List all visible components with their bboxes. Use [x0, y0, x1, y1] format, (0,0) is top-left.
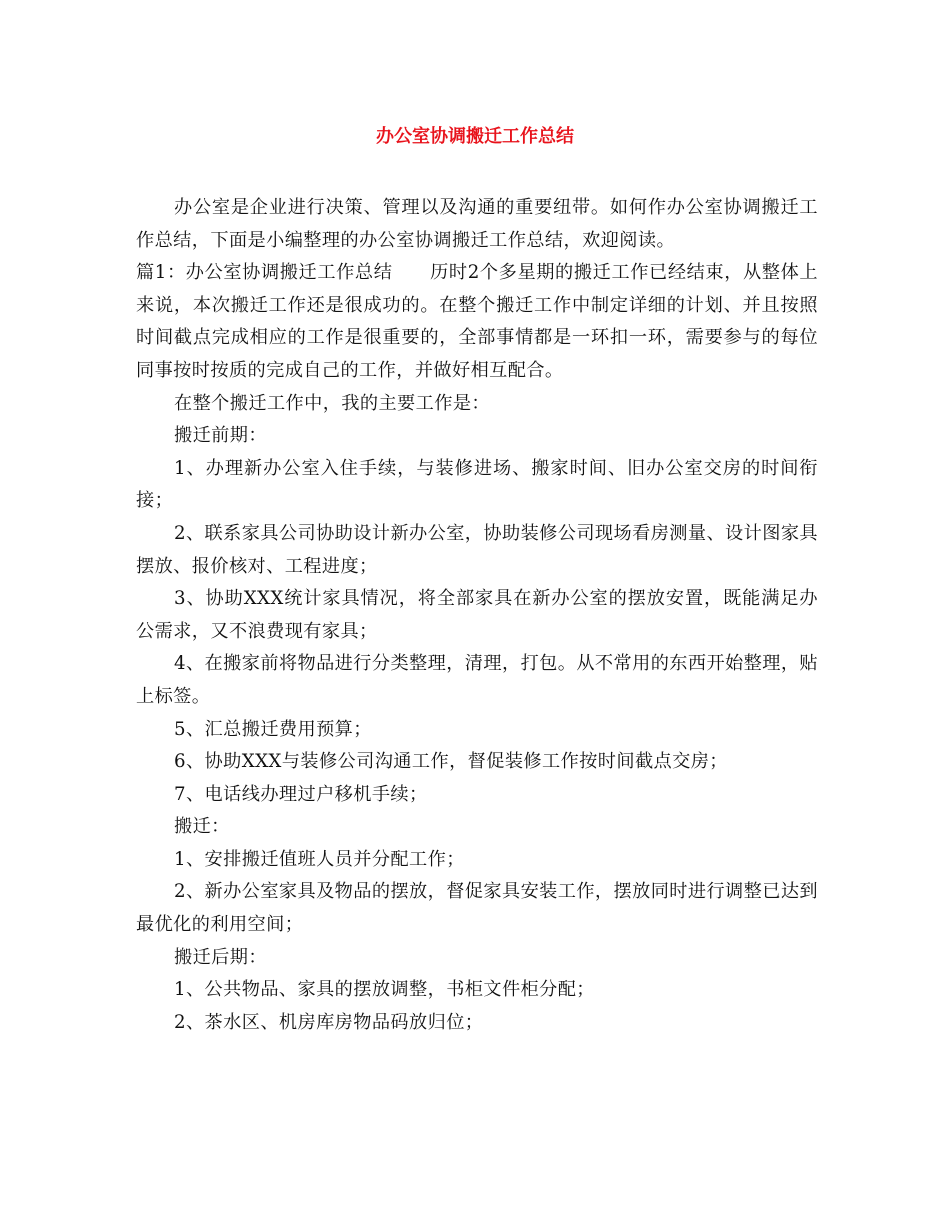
paragraph-main-work: 在整个搬迁工作中，我的主要工作是：	[174, 392, 490, 414]
list-item: 5、汇总搬迁费用预算；	[174, 718, 372, 740]
document-body	[136, 192, 818, 1039]
paragraph-part-1: 篇1：办公室协调搬迁工作总结 历时2个多星期的搬迁工作已经结束，从整体上来说，本次搬迁工作还是很成功的。在整个搬迁工作中制定详细的计划、并且按照时间截点完成相应的工作是很重要的，全部事情都是一环扣一环，需要参与的每位同事按时按质的完成自己的工作，并做好相互配合。	[136, 262, 818, 381]
list-item: 7、电话线办理过户移机手续；	[174, 783, 428, 805]
list-item: 2、茶水区、机房库房物品码放归位；	[174, 1011, 484, 1033]
paragraph-intro: 办公室是企业进行决策、管理以及沟通的重要纽带。如何作办公室协调搬迁工作总结，下面是小编整理的办公室协调搬迁工作总结，欢迎阅读。	[136, 197, 818, 251]
list-item: 1、安排搬迁值班人员并分配工作；	[174, 848, 465, 870]
section-heading-move: 搬迁：	[174, 816, 230, 838]
list-item: 4、在搬家前将物品进行分类整理，清理，打包。从不常用的东西开始整理，贴上标签。	[136, 653, 818, 707]
list-item: 1、办理新办公室入住手续，与装修进场、搬家时间、旧办公室交房的时间衔接；	[136, 457, 818, 512]
list-item: 2、新办公室家具及物品的摆放，督促家具安装工作，摆放同时进行调整已达到最优化的利用空间；	[136, 881, 818, 936]
section-heading-post-move: 搬迁后期：	[174, 946, 267, 968]
list-item: 2、联系家具公司协助设计新办公室，协助装修公司现场看房测量、设计图家具摆放、报价核对、工程进度；	[136, 522, 818, 577]
document-title: 办公室协调搬迁工作总结	[376, 126, 574, 147]
list-item: 6、协助XXX与装修公司沟通工作，督促装修工作按时间截点交房；	[174, 751, 728, 773]
list-item: 1、公共物品、家具的摆放调整，书柜文件柜分配；	[174, 979, 595, 1001]
list-item: 3、协助XXX统计家具情况，将全部家具在新办公室的摆放安置，既能满足办公需求，又不浪费现有家具；	[136, 588, 818, 642]
section-heading-pre-move: 搬迁前期：	[174, 425, 267, 447]
